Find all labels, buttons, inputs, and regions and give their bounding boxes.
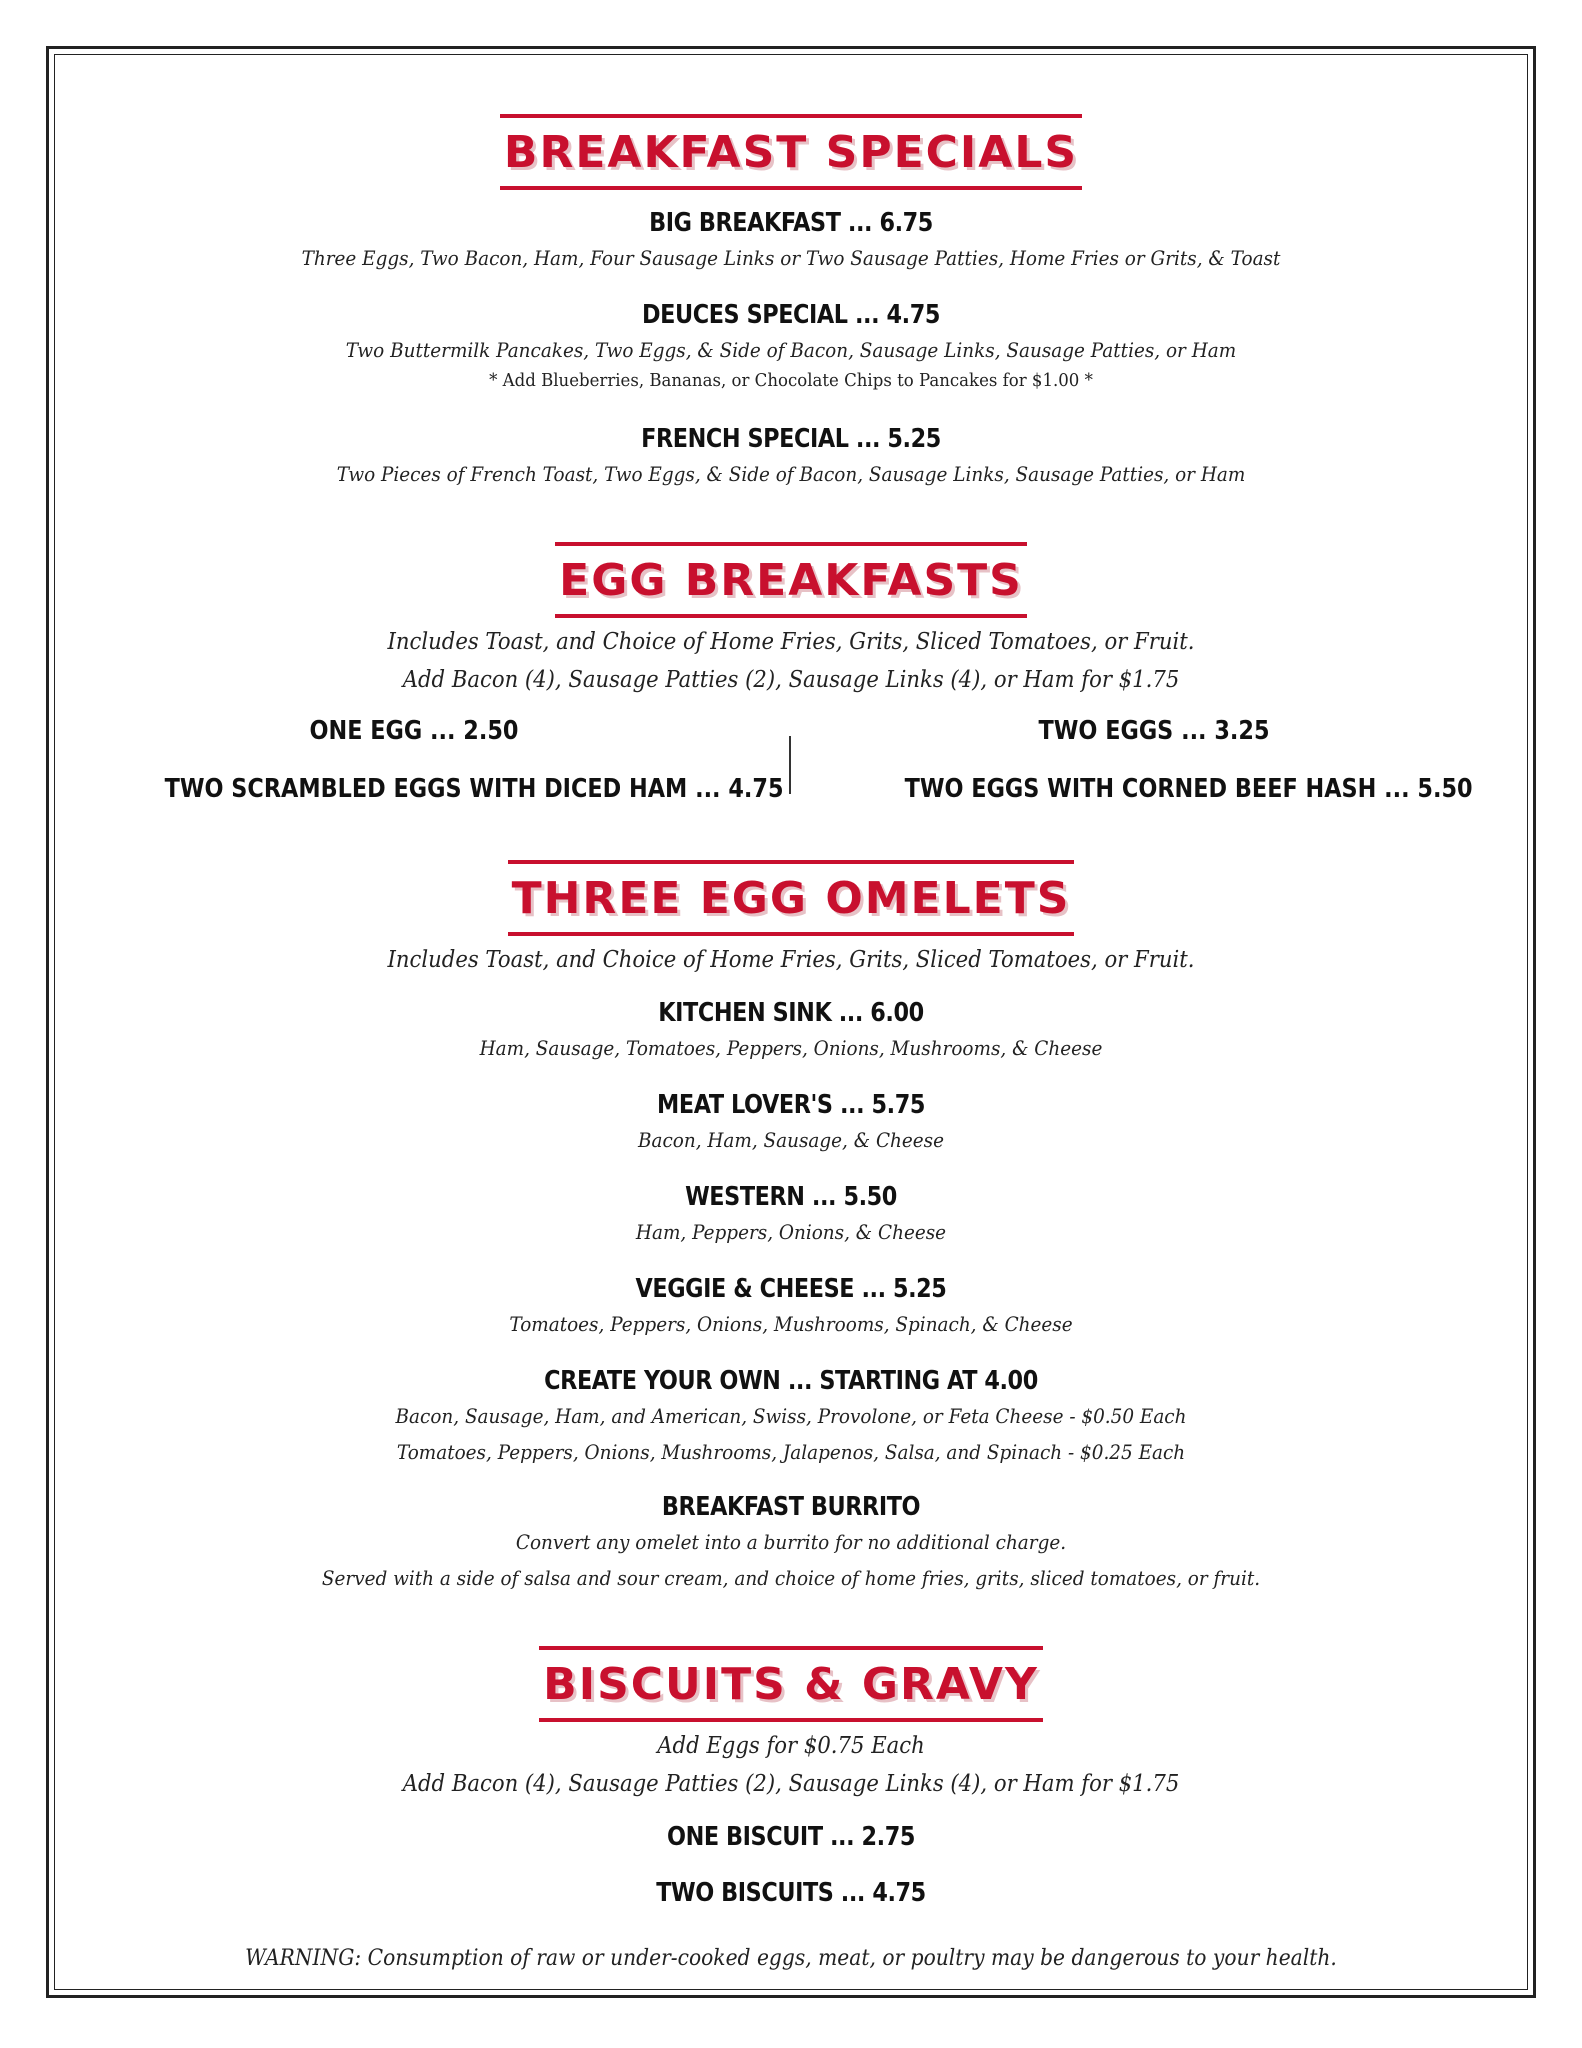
egg-item-right: TWO EGGS ... 3.25 — [1038, 716, 1270, 746]
biscuits-heading: BISCUITS & GRAVY — [539, 1646, 1043, 1722]
menu-item-title: KITCHEN SINK ... 6.00 — [658, 998, 924, 1028]
menu-item-title: BIG BREAKFAST ... 6.75 — [649, 208, 933, 238]
menu-item-title: DEUCES SPECIAL ... 4.75 — [642, 300, 940, 330]
menu-item-note: * Add Blueberries, Bananas, or Chocolate Chips to Pancakes for $1.00 * — [489, 370, 1093, 391]
omelets-heading-wrap — [54, 860, 1528, 936]
breakfast-specials-heading: BREAKFAST SPECIALS — [500, 114, 1082, 190]
menu-item-desc: Tomatoes, Peppers, Onions, Mushrooms, Spinach, & Cheese — [509, 1312, 1073, 1336]
omelets-heading: THREE EGG OMELETS — [508, 860, 1075, 936]
menu-item-desc: Served with a side of salsa and sour cream, and choice of home fries, grits, sliced tomatoes, or fruit. — [321, 1566, 1261, 1590]
add-eggs-text: Add Eggs for $0.75 Each — [657, 1733, 925, 1759]
egg-breakfasts-heading: EGG BREAKFASTS — [555, 542, 1027, 618]
includes-text: Includes Toast, and Choice of Home Fries, Grits, Sliced Tomatoes, or Fruit. — [387, 629, 1195, 655]
add-ons-text: Add Bacon (4), Sausage Patties (2), Sausage Links (4), or Ham for $1.75 — [402, 667, 1180, 693]
egg-item-left: TWO SCRAMBLED EGGS WITH DICED HAM ... 4.75 — [164, 774, 784, 804]
health-warning: WARNING: Consumption of raw or under-cooked eggs, meat, or poultry may be dangerous to your health. — [245, 1946, 1337, 1971]
menu-item-title: FRENCH SPECIAL ... 5.25 — [641, 424, 941, 454]
menu-item-desc: Tomatoes, Peppers, Onions, Mushrooms, Jalapenos, Salsa, and Spinach - $0.25 Each — [396, 1440, 1186, 1464]
menu-item-desc: Ham, Peppers, Onions, & Cheese — [635, 1220, 947, 1244]
column-divider — [789, 736, 791, 794]
egg-breakfasts-heading-wrap — [54, 542, 1528, 618]
menu-item-title: VEGGIE & CHEESE ... 5.25 — [635, 1274, 947, 1304]
menu-item-desc: Bacon, Ham, Sausage, & Cheese — [637, 1128, 945, 1152]
menu-item-desc: Two Pieces of French Toast, Two Eggs, & Side of Bacon, Sausage Links, Sausage Patties, or Ham — [336, 462, 1246, 486]
egg-item-right: TWO EGGS WITH CORNED BEEF HASH ... 5.50 — [904, 774, 1473, 804]
menu-item-title: CREATE YOUR OWN ... STARTING AT 4.00 — [544, 1366, 1038, 1396]
menu-item-title: BREAKFAST BURRITO — [661, 1492, 921, 1522]
menu-item-title: MEAT LOVER'S ... 5.75 — [657, 1090, 925, 1120]
egg-item-left: ONE EGG ... 2.50 — [309, 716, 519, 746]
add-ons-text: Add Bacon (4), Sausage Patties (2), Sausage Links (4), or Ham for $1.75 — [402, 1771, 1180, 1797]
menu-item-title: WESTERN ... 5.50 — [685, 1182, 897, 1212]
menu-item-desc: Three Eggs, Two Bacon, Ham, Four Sausage Links or Two Sausage Patties, Home Fries or Grits, & Toast — [301, 246, 1281, 270]
menu-item-desc: Ham, Sausage, Tomatoes, Peppers, Onions, Mushrooms, & Cheese — [479, 1036, 1103, 1060]
menu-item-title: ONE BISCUIT ... 2.75 — [666, 1822, 916, 1852]
menu-item-desc: Bacon, Sausage, Ham, and American, Swiss, Provolone, or Feta Cheese - $0.50 Each — [395, 1404, 1187, 1428]
breakfast-specials-heading-wrap — [54, 114, 1528, 190]
includes-text: Includes Toast, and Choice of Home Fries, Grits, Sliced Tomatoes, or Fruit. — [387, 947, 1195, 973]
menu-page — [54, 54, 1528, 1990]
menu-item-desc: Two Buttermilk Pancakes, Two Eggs, & Side of Bacon, Sausage Links, Sausage Patties, or Ham — [345, 338, 1237, 362]
menu-item-title: TWO BISCUITS ... 4.75 — [656, 1878, 926, 1908]
menu-item-desc: Convert any omelet into a burrito for no additional charge. — [515, 1530, 1067, 1554]
biscuits-heading-wrap — [54, 1646, 1528, 1722]
